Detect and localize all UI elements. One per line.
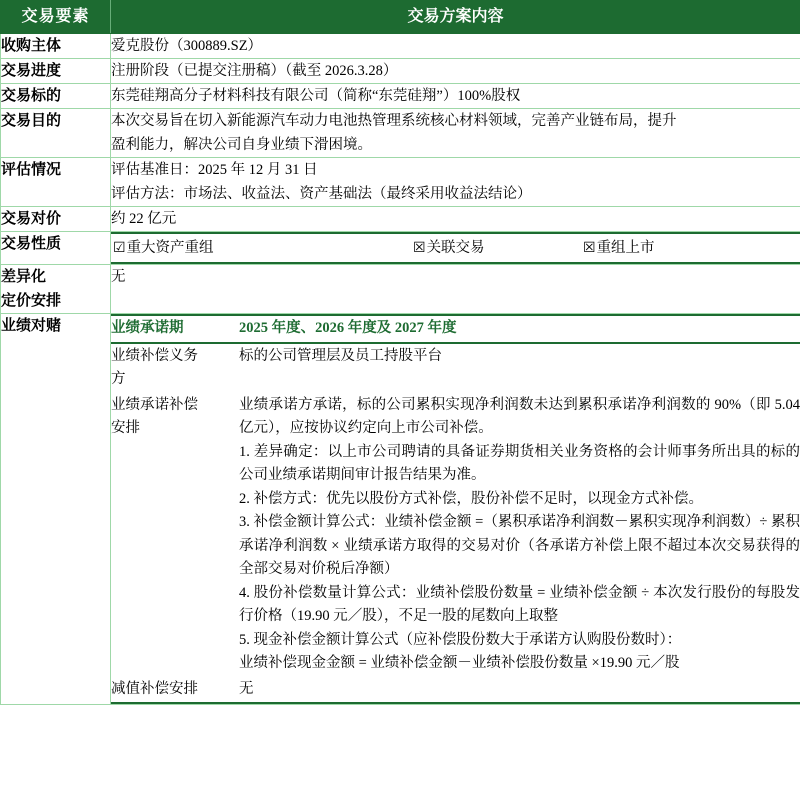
nature-option-major-restructuring[interactable] [113, 237, 413, 259]
nature-option-label: 关联交易 [426, 240, 485, 256]
table-row-target [1, 84, 800, 109]
nature-option-group [111, 232, 800, 264]
bet-row-compensation-arrangement [111, 393, 800, 677]
bet-key-line: 安排 [111, 420, 140, 436]
bet-row-obligor [111, 343, 800, 393]
bet-paragraph: 1. 差异确定：以上市公司聘请的具备证券期货相关业务资格的会计师事务所出具的标的公司业绩承诺期间审计报告结果为准。 [239, 443, 800, 483]
bet-paragraph: 4. 股份补偿数量计算公式：业绩补偿股份数量 = 业绩补偿金额 ÷ 本次发行股份的每股发行价格（19.90 元／股），不足一股的尾数向上取整 [239, 584, 800, 624]
row-value-valuation [111, 158, 800, 207]
table-row-performance-bet [1, 314, 800, 705]
row-label-purpose: 交易目的 [1, 109, 111, 158]
row-label-line: 差异化 [1, 269, 47, 285]
nature-option-label: 重大资产重组 [126, 240, 214, 256]
table-row-acquirer [1, 34, 800, 59]
bet-value-impairment-compensation: 无 [239, 680, 254, 697]
row-label-line: 定价安排 [1, 293, 62, 309]
nature-option-backdoor-listing[interactable] [583, 237, 655, 259]
row-value-performance-bet [111, 314, 800, 705]
bet-paragraph: 业绩补偿现金金额 = 业绩补偿金额－业绩补偿股份数量 ×19.90 元／股 [239, 655, 680, 671]
bet-paragraph: 3. 补偿金额计算公式：业绩补偿金额 =（累积承诺净利润数－累积实现净利润数）÷ 累积承诺净利润数 × 业绩承诺方取得的交易对价（各承诺方补偿上限不超过本次交易获得的全部交易对价税后净额） [239, 514, 800, 577]
value-line: 盈利能力，解决公司自身业绩下滑困境。 [111, 137, 372, 153]
bet-header-value: 2025 年度、2026 年度及 2027 年度 [237, 315, 800, 343]
value-line: 无 [111, 269, 126, 285]
value-line: 东莞硅翔高分子材料科技有限公司（简称“东莞硅翔”）100%股权 [111, 88, 521, 104]
table-header-row [1, 1, 800, 34]
value-spacer [111, 289, 800, 313]
value-line: 评估基准日：2025 年 12 月 31 日 [111, 162, 318, 178]
table-row-differential-pricing [1, 265, 800, 314]
value-line: 爱克股份（300889.SZ） [111, 38, 263, 54]
column-header-content: 交易方案内容 [111, 1, 800, 34]
bet-header-row [111, 315, 800, 343]
bet-key-line: 业绩承诺补偿 [111, 396, 198, 413]
value-line: 约 22 亿元 [111, 211, 177, 227]
bet-key-impairment-compensation: 减值补偿安排 [111, 680, 198, 697]
row-label-performance-bet: 业绩对赌 [1, 314, 111, 705]
table-row-consideration [1, 207, 800, 232]
bet-key-compensation-arrangement [111, 393, 237, 677]
nature-option-related-transaction[interactable] [413, 237, 583, 259]
column-header-element: 交易要素 [1, 1, 111, 34]
row-value-consideration [111, 207, 800, 232]
row-label-nature: 交易性质 [1, 232, 111, 265]
bet-paragraph: 2. 补偿方式：优先以股份方式补偿，股份补偿不足时，以现金方式补偿。 [239, 490, 703, 507]
bet-value-compensation-arrangement [237, 393, 800, 677]
value-line: 注册阶段（已提交注册稿）（截至 2026.3.28） [111, 63, 398, 79]
table-row-nature [1, 232, 800, 265]
row-label-acquirer: 收购主体 [1, 34, 111, 59]
bet-paragraph: 5. 现金补偿金额计算公式（应补偿股份数大于承诺方认购股份数时）： [239, 631, 682, 648]
bet-paragraph: 业绩承诺方承诺，标的公司累积实现净利润数未达到累积承诺净利润数的 90%（即 5.04 亿元），应按协议约定向上市公司补偿。 [239, 396, 800, 436]
row-label-target: 交易标的 [1, 84, 111, 109]
bet-key-obligor [111, 343, 237, 393]
bet-value-obligor [237, 343, 800, 393]
row-value-progress [111, 59, 800, 84]
bet-key-line: 业绩补偿义务 [111, 347, 198, 364]
row-value-acquirer [111, 34, 800, 59]
bet-key-line: 方 [111, 371, 126, 387]
checkbox-checked-icon[interactable]: ☑ [113, 240, 126, 256]
value-line: 评估方法：市场法、收益法、资产基础法（最终采用收益法结论） [111, 186, 532, 202]
bet-paragraph: 标的公司管理层及员工持股平台 [239, 347, 442, 364]
row-value-nature [111, 232, 800, 265]
table-row-purpose [1, 109, 800, 158]
row-value-target [111, 84, 800, 109]
bet-row-impairment-compensation [111, 677, 800, 704]
value-line: 本次交易旨在切入新能源汽车动力电池热管理系统核心材料领域，完善产业链布局，提升 [111, 113, 677, 129]
row-label-consideration: 交易对价 [1, 207, 111, 232]
nature-option-label: 重组上市 [596, 240, 655, 256]
row-label-progress: 交易进度 [1, 59, 111, 84]
bet-header-key: 业绩承诺期 [111, 315, 237, 343]
row-value-purpose [111, 109, 800, 158]
table-row-progress [1, 59, 800, 84]
table-row-valuation [1, 158, 800, 207]
row-label-valuation: 评估情况 [1, 158, 111, 207]
checkbox-crossed-icon[interactable]: ☒ [583, 240, 596, 256]
checkbox-crossed-icon[interactable]: ☒ [413, 240, 426, 256]
row-label-differential-pricing [1, 265, 111, 314]
row-value-differential-pricing [111, 265, 800, 314]
performance-commitment-table [111, 314, 800, 704]
